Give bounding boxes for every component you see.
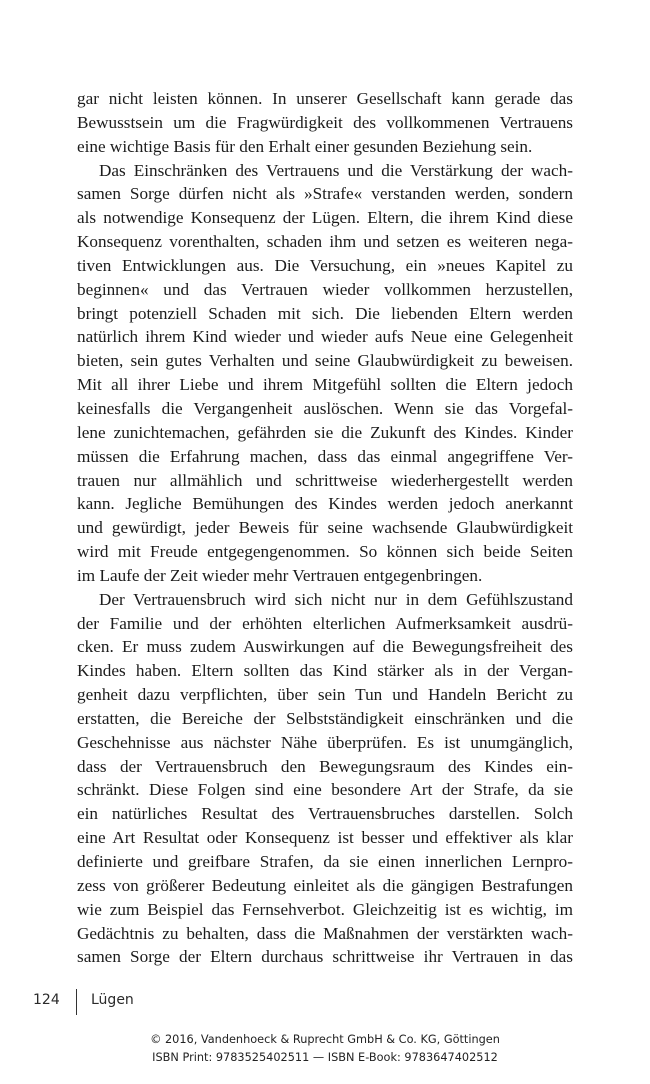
text-line: als notwendige Konsequenz der Lügen. Eltern, die ihrem Kind diese: [77, 208, 573, 228]
body-text: [77, 87, 573, 969]
text-line: bringt potenziell Schaden mit sich. Die liebenden Eltern werden: [77, 303, 573, 323]
copyright-notice: [0, 1031, 650, 1067]
text-line: Gedächtnis zu behalten, dass die Maßnahmen der verstärkten wach-: [77, 923, 573, 943]
text-line: gar nicht leisten können. In unserer Gesellschaft kann gerade das: [77, 89, 573, 108]
text-line: im Laufe der Zeit wieder mehr Vertrauen entgegenbringen.: [77, 565, 483, 585]
text-line: lene zunichtemachen, gefährden sie die Zukunft des Kindes. Kinder: [77, 422, 573, 442]
text-line: genheit dazu verpflichten, über sein Tun und Handeln Bericht zu: [77, 685, 573, 705]
text-line: wie zum Beispiel das Fernsehverbot. Gleichzeitig ist es wichtig, im: [77, 899, 573, 919]
text-line: Kindes haben. Eltern sollten das Kind stärker als in der Vergan-: [77, 661, 573, 681]
text-line: trauen nur allmählich und schrittweise wiederhergestellt werden: [77, 470, 573, 490]
copyright-line: © 2016, Vandenhoeck & Ruprecht GmbH & Co. KG, Göttingen: [150, 1033, 500, 1046]
text-line: wird mit Freude entgegengenommen. So können sich beide Seiten: [77, 542, 573, 562]
text-line: Das Einschränken des Vertrauens und die Verstärkung der wach-: [99, 160, 573, 180]
text-line: keinesfalls die Vergangenheit auslöschen. Wenn sie das Vorgefal-: [77, 398, 573, 418]
text-line: Mit all ihrer Liebe und ihrem Mitgefühl sollten die Eltern jedoch: [77, 375, 573, 395]
text-line: zess von größerer Bedeutung einleitet als die gängigen Bestrafungen: [77, 875, 573, 895]
text-line: eine Art Resultat oder Konsequenz ist besser und effektiver als klar: [77, 828, 573, 848]
isbn-line: ISBN Print: 9783525402511 — ISBN E-Book: 9783647402512: [152, 1051, 498, 1064]
text-line: samen Sorge dürfen nicht als »Strafe« verstanden werden, sondern: [77, 184, 573, 204]
page-number: 124: [33, 992, 60, 1008]
text-line: samen Sorge der Eltern durchaus schrittweise ihr Vertrauen in das: [77, 947, 573, 967]
text-line: bieten, sein gutes Verhalten und seine Glaubwürdigkeit zu beweisen.: [77, 351, 573, 371]
text-line: dass der Vertrauensbruch den Bewegungsraum des Kindes ein-: [77, 756, 573, 776]
text-line: der Familie und der erhöhten elterlichen Aufmerksamkeit ausdrü-: [77, 613, 573, 633]
page-footer: [0, 989, 650, 1015]
text-line: schränkt. Diese Folgen sind eine besondere Art der Strafe, da sie: [77, 780, 573, 800]
text-line: tiven Entwicklungen aus. Die Versuchung, ein »neues Kapitel zu: [77, 255, 573, 275]
text-line: und gewürdigt, jeder Beweis für seine wachsende Glaubwürdigkeit: [77, 518, 573, 538]
text-line: cken. Er muss zudem Auswirkungen auf die Bewegungsfreiheit des: [77, 637, 573, 657]
text-line: Konsequenz vorenthalten, schaden ihm und setzen es weiteren nega-: [77, 232, 573, 252]
text-line: beginnen« und das Vertrauen wieder vollkommen herzustellen,: [77, 279, 573, 299]
text-line: natürlich ihrem Kind wieder und wieder aufs Neue eine Gelegenheit: [77, 327, 573, 347]
text-line: Bewusstsein um die Fragwürdigkeit des vollkommenen Vertrauens: [77, 112, 573, 132]
text-line: müssen die Erfahrung machen, dass das einmal angegriffene Ver-: [77, 446, 573, 466]
text-line: Der Vertrauensbruch wird sich nicht nur in dem Gefühlszustand: [99, 589, 573, 609]
text-line: erstatten, die Bereiche der Selbstständigkeit einschränken und die: [77, 708, 573, 728]
text-line: kann. Jegliche Bemühungen des Kindes werden jedoch anerkannt: [77, 494, 573, 514]
footer-divider: [76, 989, 77, 1015]
text-line: eine wichtige Basis für den Erhalt einer gesunden Beziehung sein.: [77, 136, 533, 156]
text-line: ein natürliches Resultat des Vertrauensbruches darstellen. Solch: [77, 804, 573, 824]
running-section-title: Lügen: [91, 992, 134, 1008]
text-line: definierte und greifbare Strafen, da sie einen innerlichen Lernpro-: [77, 852, 573, 871]
text-line: Geschehnisse aus nächster Nähe überprüfen. Es ist unumgänglich,: [77, 732, 573, 752]
